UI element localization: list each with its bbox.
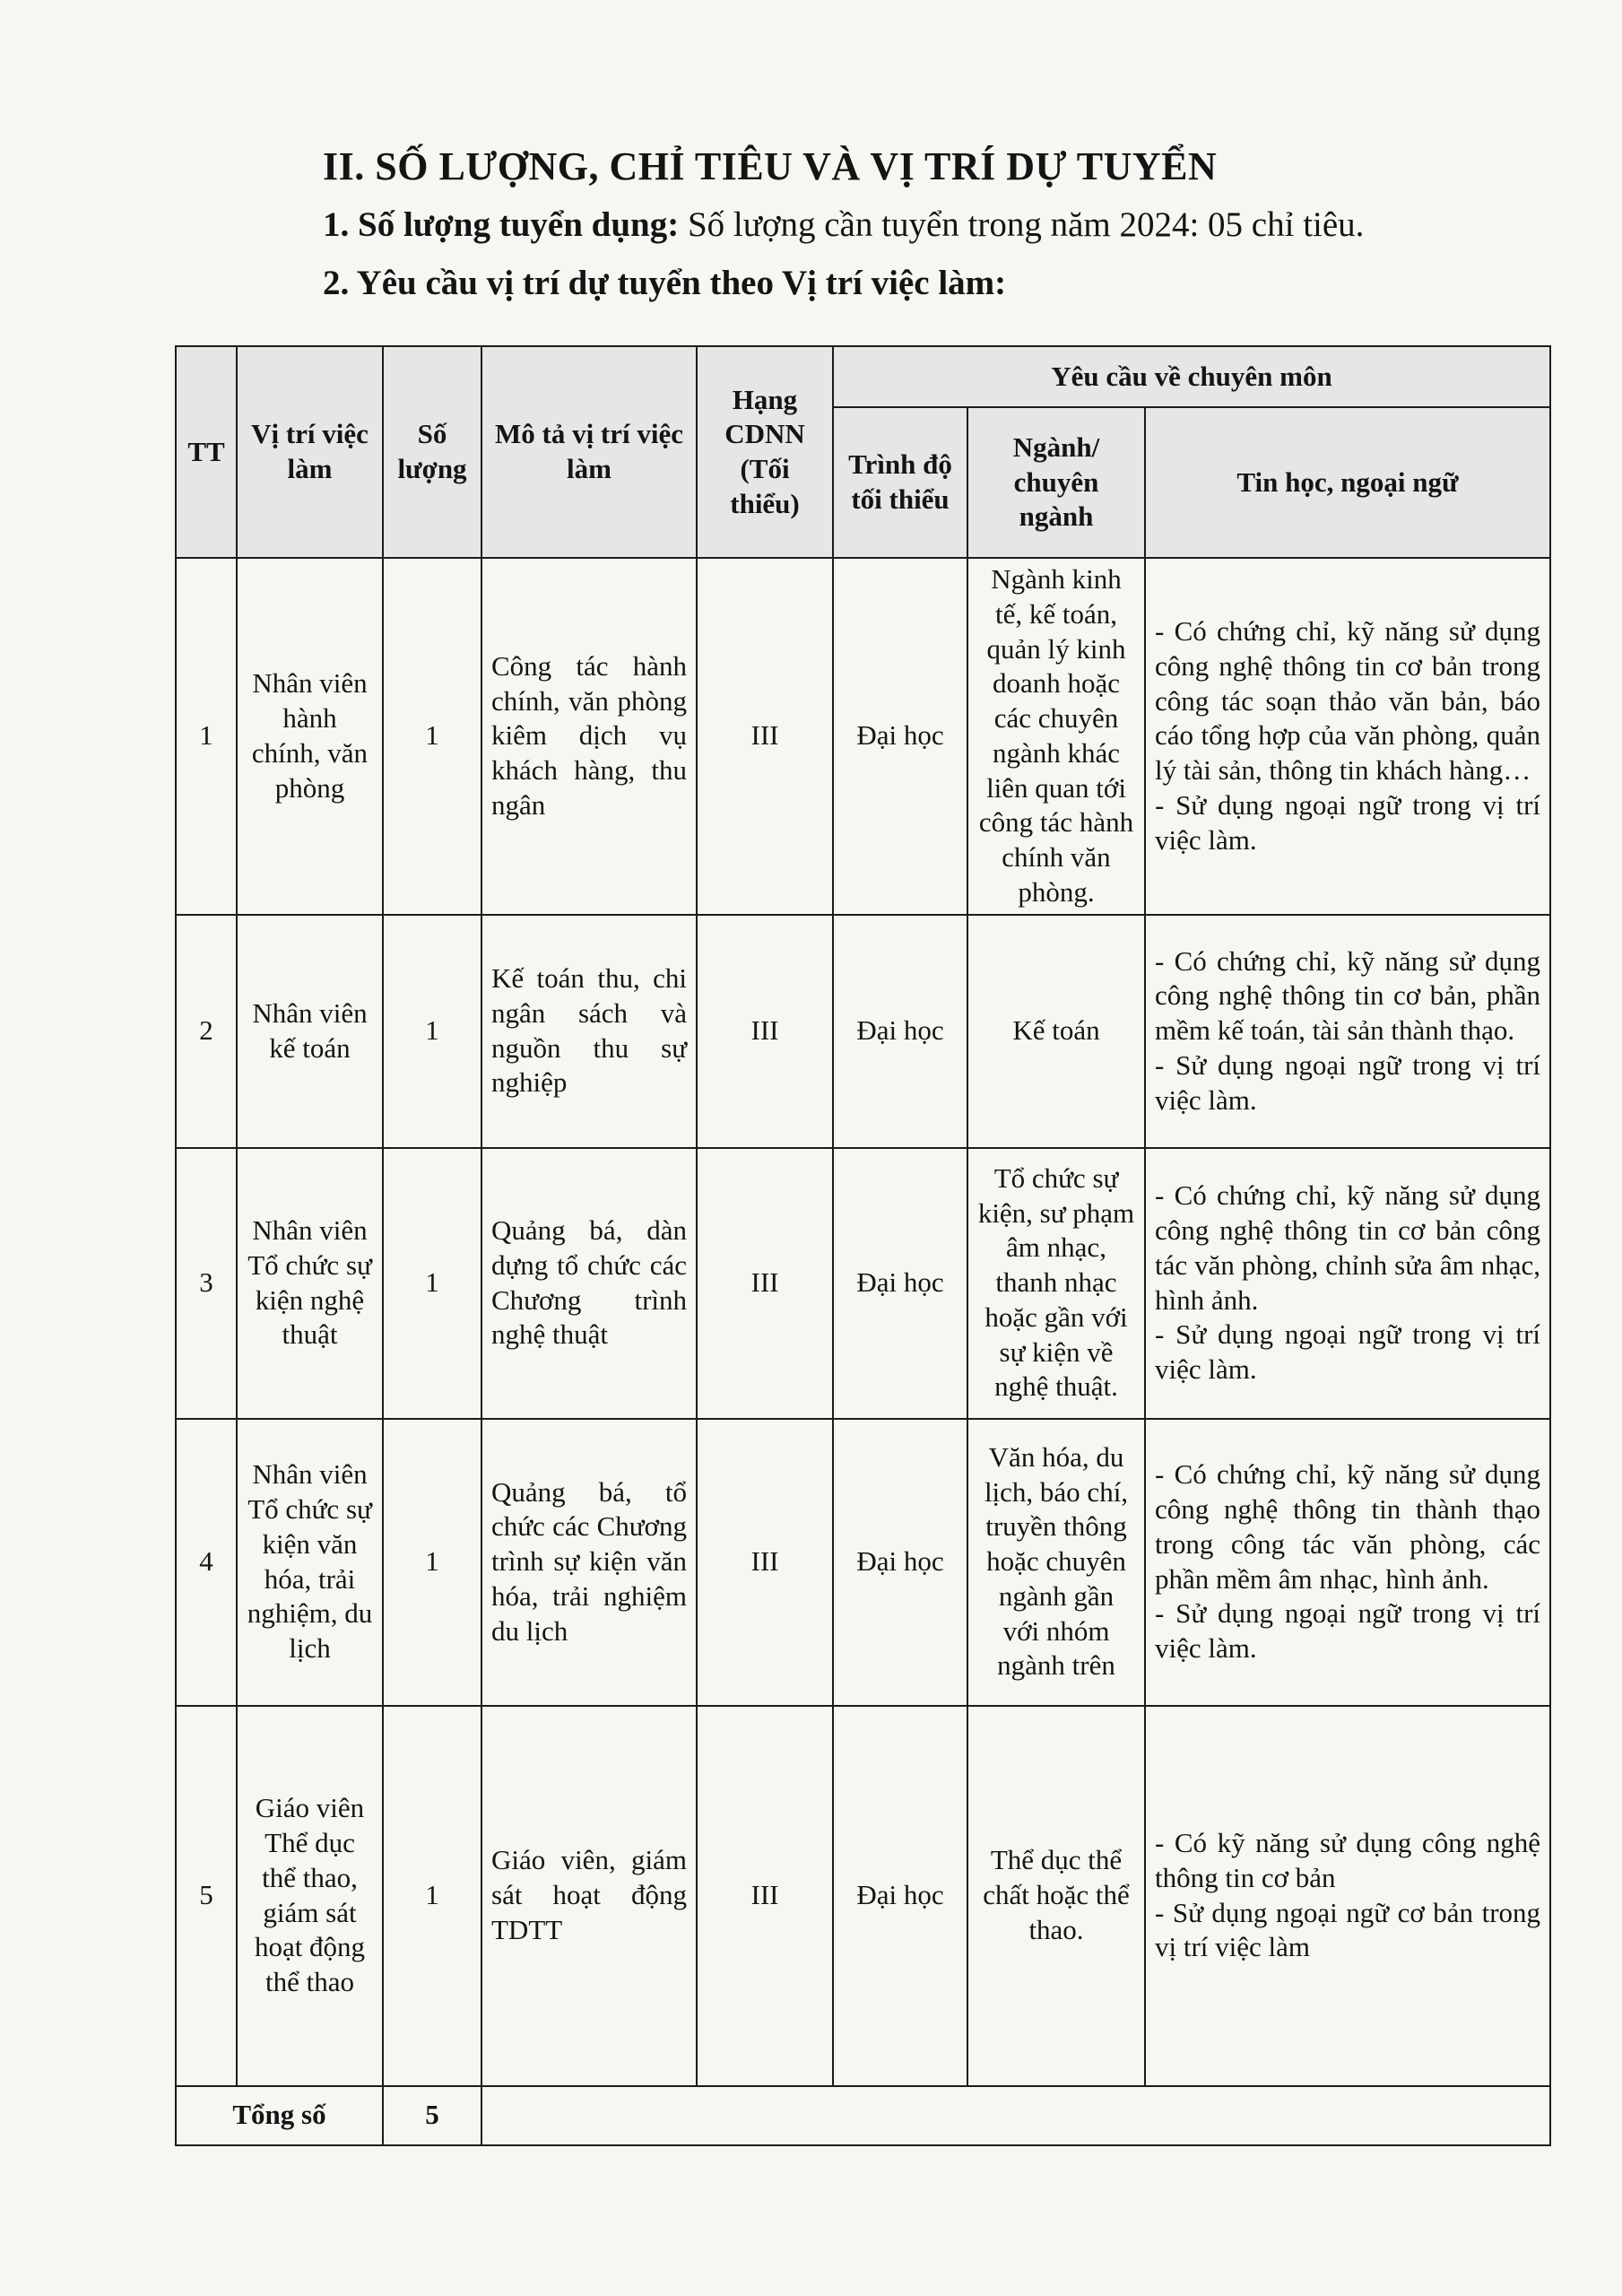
row-quantity: 1 (383, 915, 481, 1148)
row-tt: 3 (176, 1148, 237, 1419)
row-quantity: 1 (383, 1706, 481, 2086)
item-2-heading: 2. Yêu cầu vị trí dự tuyển theo Vị trí việc làm: (323, 264, 1007, 302)
skill-line: - Có chứng chỉ, kỹ năng sử dụng công nghệ thông tin cơ bản trong công tác soạn thảo văn bản, báo cáo tổng hợp của văn phòng, quản lý tài sản, thông tin khách hàng… (1155, 615, 1541, 787)
row-grade: III (697, 1419, 833, 1706)
skill-line: - Sử dụng ngoại ngữ trong vị trí việc làm. (1155, 1318, 1541, 1385)
total-label: Tổng số (176, 2086, 383, 2145)
item-1-text: Số lượng cần tuyển trong năm 2024: 05 chỉ tiêu. (679, 205, 1365, 244)
row-position: Nhân viên Tổ chức sự kiện văn hóa, trải nghiệm, du lịch (237, 1419, 383, 1706)
row-position: Nhân viên kế toán (237, 915, 383, 1148)
table-row (176, 915, 1550, 1148)
header-skills: Tin học, ngoại ngữ (1145, 407, 1550, 558)
row-tt: 4 (176, 1419, 237, 1706)
item-1-heading (323, 204, 1364, 245)
row-major: Kế toán (967, 915, 1145, 1148)
row-position: Nhân viên hành chính, văn phòng (237, 558, 383, 915)
row-description: Giáo viên, giám sát hoạt động TDTT (481, 1706, 697, 2086)
row-grade: III (697, 558, 833, 915)
row-position: Giáo viên Thể dục thể thao, giám sát hoạt động thể thao (237, 1706, 383, 2086)
table-row (176, 558, 1550, 915)
row-major: Tổ chức sự kiện, sư phạm âm nhạc, thanh nhạc hoặc gần với sự kiện về nghệ thuật. (967, 1148, 1145, 1419)
row-level: Đại học (833, 1148, 967, 1419)
row-level: Đại học (833, 915, 967, 1148)
row-grade: III (697, 915, 833, 1148)
skill-line: - Sử dụng ngoại ngữ trong vị trí việc làm. (1155, 1597, 1541, 1664)
row-quantity: 1 (383, 1148, 481, 1419)
total-row (176, 2086, 1550, 2145)
skill-line: - Sử dụng ngoại ngữ cơ bản trong vị trí việc làm (1155, 1896, 1541, 1963)
skill-line: - Có chứng chỉ, kỹ năng sử dụng công nghệ thông tin thành thạo trong công tác văn phòng, các phần mềm âm nhạc, hình ảnh. (1155, 1458, 1541, 1595)
row-skills (1145, 1706, 1550, 2086)
row-skills (1145, 558, 1550, 915)
skill-line: - Có chứng chỉ, kỹ năng sử dụng công nghệ thông tin cơ bản công tác văn phòng, chỉnh sửa âm nhạc, hình ảnh. (1155, 1179, 1541, 1316)
row-description: Quảng bá, tổ chức các Chương trình sự kiện văn hóa, trải nghiệm du lịch (481, 1419, 697, 1706)
row-tt: 1 (176, 558, 237, 915)
row-grade: III (697, 1706, 833, 2086)
skill-line: - Sử dụng ngoại ngữ trong vị trí việc làm. (1155, 1048, 1541, 1116)
table-row (176, 1148, 1550, 1419)
row-grade: III (697, 1148, 833, 1419)
row-major: Thể dục thể chất hoặc thể thao. (967, 1706, 1145, 2086)
table-row (176, 1419, 1550, 1706)
skill-line: - Sử dụng ngoại ngữ trong vị trí việc làm. (1155, 788, 1541, 856)
row-level: Đại học (833, 1419, 967, 1706)
row-skills (1145, 1148, 1550, 1419)
requirements-table (175, 345, 1551, 2146)
section-heading: II. SỐ LƯỢNG, CHỈ TIÊU VÀ VỊ TRÍ DỰ TUYỂN (323, 144, 1218, 188)
header-level: Trình độ tối thiểu (833, 407, 967, 558)
row-major: Văn hóa, du lịch, báo chí, truyền thông hoặc chuyên ngành gần với nhóm ngành trên (967, 1419, 1145, 1706)
row-major: Ngành kinh tế, kế toán, quản lý kinh doanh hoặc các chuyên ngành khác liên quan tới công tác hành chính văn phòng. (967, 558, 1145, 915)
row-level: Đại học (833, 558, 967, 915)
row-tt: 2 (176, 915, 237, 1148)
table-row (176, 1706, 1550, 2086)
header-row-1 (176, 346, 1550, 407)
row-description: Công tác hành chính, văn phòng kiêm dịch vụ khách hàng, thu ngân (481, 558, 697, 915)
skill-line: - Có chứng chỉ, kỹ năng sử dụng công nghệ thông tin cơ bản, phần mềm kế toán, tài sản thành thạo. (1155, 944, 1541, 1047)
total-empty-cell (481, 2086, 1550, 2145)
row-quantity: 1 (383, 1419, 481, 1706)
row-skills (1145, 1419, 1550, 1706)
header-grade: Hạng CDNN (Tối thiểu) (697, 346, 833, 558)
header-tt: TT (176, 346, 237, 558)
header-description: Mô tả vị trí việc làm (481, 346, 697, 558)
total-value: 5 (383, 2086, 481, 2145)
row-position: Nhân viên Tổ chức sự kiện nghệ thuật (237, 1148, 383, 1419)
row-description: Quảng bá, dàn dựng tổ chức các Chương trình nghệ thuật (481, 1148, 697, 1419)
header-quantity: Số lượng (383, 346, 481, 558)
item-1-label: 1. Số lượng tuyển dụng: (323, 205, 680, 244)
skill-line: - Có kỹ năng sử dụng công nghệ thông tin cơ bản (1155, 1827, 1541, 1893)
row-skills (1145, 915, 1550, 1148)
row-description: Kế toán thu, chi ngân sách và nguồn thu sự nghiệp (481, 915, 697, 1148)
header-requirements: Yêu cầu về chuyên môn (833, 346, 1550, 407)
row-quantity: 1 (383, 558, 481, 915)
row-tt: 5 (176, 1706, 237, 2086)
header-position: Vị trí việc làm (237, 346, 383, 558)
row-level: Đại học (833, 1706, 967, 2086)
header-major: Ngành/ chuyên ngành (967, 407, 1145, 558)
